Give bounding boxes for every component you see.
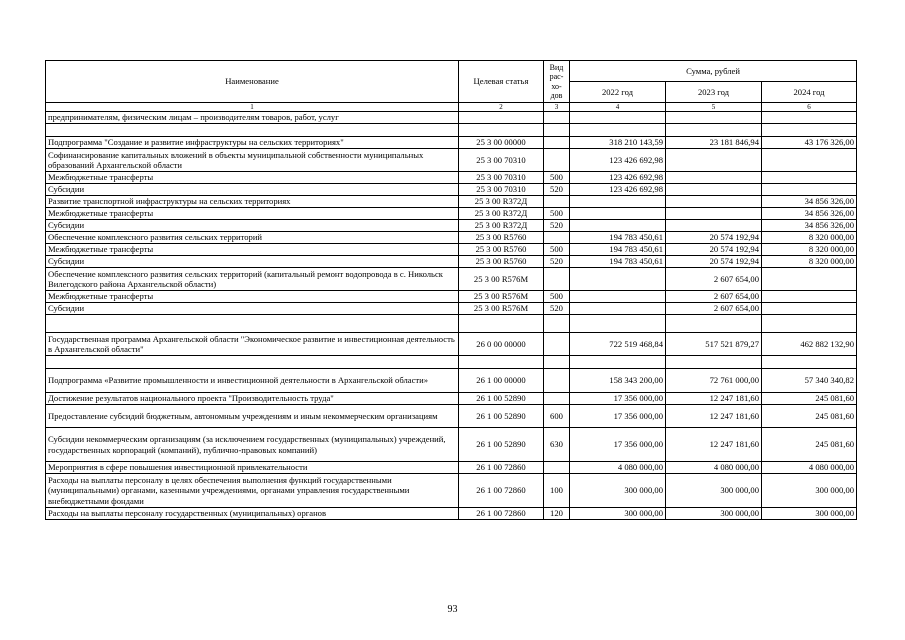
cell-amount-2024: 8 320 000,00 (762, 244, 857, 256)
cell-target-article: 25 3 00 R5760 (459, 244, 544, 256)
cell-name: Межбюджетные трансферты (46, 244, 459, 256)
cell-amount-2022: 194 783 450,61 (570, 256, 666, 268)
cell-target-article: 25 3 00 R576М (459, 291, 544, 303)
cell-name: Расходы на выплаты персоналу в целях обеспечения выполнения функций государственными (муниципальными) органами, казенными учреждениями, органами управления государственными внебюджетными фондами (46, 474, 459, 508)
cell-amount-2023: 20 574 192,94 (666, 244, 762, 256)
cell-target-article: 25 3 00 R576М (459, 303, 544, 315)
cell-target-article: 25 3 00 R372Д (459, 220, 544, 232)
cell-amount-2023: 300 000,00 (666, 474, 762, 508)
column-number: 4 (570, 103, 666, 112)
cell-expense-type (544, 137, 570, 149)
cell-name: Субсидии (46, 220, 459, 232)
cell-amount-2023 (666, 315, 762, 333)
cell-amount-2024: 8 320 000,00 (762, 232, 857, 244)
table-row (46, 428, 857, 462)
cell-expense-type: 100 (544, 474, 570, 508)
table-row (46, 291, 857, 303)
table-row (46, 268, 857, 291)
header-sum: Сумма, рублей (570, 61, 857, 82)
cell-amount-2023 (666, 184, 762, 196)
cell-amount-2024 (762, 291, 857, 303)
cell-expense-type (544, 149, 570, 172)
cell-amount-2023: 12 247 181,60 (666, 428, 762, 462)
table-row (46, 462, 857, 474)
cell-name (46, 124, 459, 137)
cell-expense-type (544, 356, 570, 369)
cell-amount-2024: 245 081,60 (762, 405, 857, 428)
cell-amount-2022 (570, 196, 666, 208)
table-row (46, 232, 857, 244)
cell-name: Субсидии некоммерческим организациям (за исключением государственных (муниципальных) учреждений, государственных корпораций (компаний), публично-правовых компаний) (46, 428, 459, 462)
cell-target-article: 26 0 00 00000 (459, 333, 544, 356)
table-row (46, 474, 857, 508)
table-row (46, 208, 857, 220)
table-row (46, 149, 857, 172)
cell-expense-type (544, 393, 570, 405)
cell-amount-2022: 722 519 468,84 (570, 333, 666, 356)
cell-name: Софинансирование капитальных вложений в объекты муниципальной собственности муниципальных образований Архангельской области (46, 149, 459, 172)
column-numbers-row (46, 103, 857, 112)
cell-name: Подпрограмма "Создание и развитие инфраструктуры на сельских территориях" (46, 137, 459, 149)
table-row (46, 244, 857, 256)
cell-amount-2023: 517 521 879,27 (666, 333, 762, 356)
cell-expense-type: 500 (544, 172, 570, 184)
cell-amount-2022 (570, 124, 666, 137)
spacer-row (46, 356, 857, 369)
header-year-2022: 2022 год (570, 82, 666, 103)
cell-amount-2022 (570, 208, 666, 220)
cell-amount-2023: 300 000,00 (666, 508, 762, 520)
cell-amount-2023 (666, 208, 762, 220)
table-row (46, 256, 857, 268)
table-row (46, 303, 857, 315)
cell-target-article: 26 1 00 72860 (459, 474, 544, 508)
cell-amount-2023: 72 761 000,00 (666, 369, 762, 393)
header-year-2024: 2024 год (762, 82, 857, 103)
cell-expense-type (544, 268, 570, 291)
table-row (46, 196, 857, 208)
cell-amount-2024: 34 856 326,00 (762, 220, 857, 232)
column-number: 3 (544, 103, 570, 112)
cell-name: Развитие транспортной инфраструктуры на сельских территориях (46, 196, 459, 208)
cell-name: Межбюджетные трансферты (46, 172, 459, 184)
cell-name: Субсидии (46, 256, 459, 268)
table-row (46, 405, 857, 428)
cell-amount-2022 (570, 220, 666, 232)
cell-name: Достижение результатов национального проекта "Производительность труда" (46, 393, 459, 405)
cell-target-article: 25 3 00 R372Д (459, 208, 544, 220)
cell-amount-2022 (570, 112, 666, 124)
cell-name: Предоставление субсидий бюджетным, автономным учреждениям и иным некоммерческим организациям (46, 405, 459, 428)
table-row (46, 137, 857, 149)
table-row (46, 508, 857, 520)
cell-amount-2024: 300 000,00 (762, 508, 857, 520)
cell-amount-2024 (762, 184, 857, 196)
table-row (46, 369, 857, 393)
table-body (46, 112, 857, 520)
cell-amount-2022: 123 426 692,98 (570, 172, 666, 184)
cell-amount-2024: 4 080 000,00 (762, 462, 857, 474)
cell-amount-2024: 34 856 326,00 (762, 196, 857, 208)
cell-amount-2023: 2 607 654,00 (666, 303, 762, 315)
cell-amount-2022: 4 080 000,00 (570, 462, 666, 474)
cell-target-article: 26 1 00 00000 (459, 369, 544, 393)
cell-target-article: 25 3 00 R5760 (459, 232, 544, 244)
cell-name (46, 315, 459, 333)
cell-amount-2024: 245 081,60 (762, 428, 857, 462)
cell-amount-2023 (666, 356, 762, 369)
header-year-2023: 2023 год (666, 82, 762, 103)
cell-amount-2024: 462 882 132,90 (762, 333, 857, 356)
cell-target-article: 25 3 00 70310 (459, 172, 544, 184)
cell-amount-2024: 43 176 326,00 (762, 137, 857, 149)
cell-amount-2022 (570, 303, 666, 315)
cell-amount-2024 (762, 356, 857, 369)
cell-amount-2023: 2 607 654,00 (666, 268, 762, 291)
cell-expense-type: 500 (544, 208, 570, 220)
cell-target-article: 26 1 00 72860 (459, 508, 544, 520)
cell-target-article: 25 3 00 R5760 (459, 256, 544, 268)
cell-target-article: 26 1 00 52890 (459, 428, 544, 462)
cell-amount-2022 (570, 315, 666, 333)
cell-name: Субсидии (46, 184, 459, 196)
cell-expense-type (544, 232, 570, 244)
table-row (46, 172, 857, 184)
cell-amount-2022: 17 356 000,00 (570, 428, 666, 462)
cell-expense-type: 520 (544, 184, 570, 196)
cell-amount-2024 (762, 303, 857, 315)
cell-amount-2023 (666, 196, 762, 208)
cell-amount-2024: 300 000,00 (762, 474, 857, 508)
cell-expense-type (544, 462, 570, 474)
cell-amount-2024: 8 320 000,00 (762, 256, 857, 268)
cell-name: Государственная программа Архангельской области "Экономическое развитие и инвестиционная деятельность в Архангельской области" (46, 333, 459, 356)
cell-amount-2024 (762, 124, 857, 137)
cell-target-article: 26 1 00 72860 (459, 462, 544, 474)
cell-amount-2022: 158 343 200,00 (570, 369, 666, 393)
cell-amount-2022: 123 426 692,98 (570, 149, 666, 172)
cell-amount-2024: 57 340 340,82 (762, 369, 857, 393)
cell-name: Субсидии (46, 303, 459, 315)
cell-amount-2022 (570, 356, 666, 369)
cell-amount-2023 (666, 172, 762, 184)
cell-expense-type: 520 (544, 256, 570, 268)
cell-target-article: 25 3 00 00000 (459, 137, 544, 149)
column-number: 6 (762, 103, 857, 112)
table-row (46, 220, 857, 232)
cell-target-article (459, 315, 544, 333)
cell-amount-2024 (762, 112, 857, 124)
cell-expense-type (544, 124, 570, 137)
cell-name: предпринимателям, физическим лицам – производителям товаров, работ, услуг (46, 112, 459, 124)
cell-amount-2022 (570, 291, 666, 303)
table-row (46, 184, 857, 196)
cell-amount-2023: 12 247 181,60 (666, 405, 762, 428)
cell-expense-type: 630 (544, 428, 570, 462)
cell-amount-2023: 2 607 654,00 (666, 291, 762, 303)
column-number: 5 (666, 103, 762, 112)
cell-amount-2022: 300 000,00 (570, 508, 666, 520)
cell-amount-2023 (666, 149, 762, 172)
header-name: Наименование (46, 61, 459, 103)
cell-amount-2023: 4 080 000,00 (666, 462, 762, 474)
cell-name: Межбюджетные трансферты (46, 291, 459, 303)
cell-expense-type (544, 112, 570, 124)
table-row (46, 112, 857, 124)
cell-amount-2023 (666, 124, 762, 137)
cell-amount-2023: 12 247 181,60 (666, 393, 762, 405)
cell-name: Расходы на выплаты персоналу государственных (муниципальных) органов (46, 508, 459, 520)
cell-expense-type (544, 333, 570, 356)
cell-amount-2022: 318 210 143,59 (570, 137, 666, 149)
cell-target-article: 25 3 00 R372Д (459, 196, 544, 208)
cell-name: Обеспечение комплексного развития сельских территорий (капитальный ремонт водопровода в с. Никольск Вилегодского района Архангельской области) (46, 268, 459, 291)
cell-name: Обеспечение комплексного развития сельских территорий (46, 232, 459, 244)
cell-target-article: 26 1 00 52890 (459, 393, 544, 405)
cell-amount-2022: 194 783 450,61 (570, 232, 666, 244)
cell-amount-2024 (762, 315, 857, 333)
header-expense-type: Вид рас-хо-дов (544, 61, 570, 103)
cell-expense-type (544, 369, 570, 393)
column-number: 1 (46, 103, 459, 112)
cell-amount-2022: 17 356 000,00 (570, 405, 666, 428)
cell-amount-2022: 194 783 450,61 (570, 244, 666, 256)
page-number: 93 (447, 604, 458, 615)
cell-amount-2024 (762, 172, 857, 184)
cell-target-article (459, 112, 544, 124)
column-number: 2 (459, 103, 544, 112)
table-row (46, 393, 857, 405)
spacer-row (46, 315, 857, 333)
cell-target-article: 25 3 00 70310 (459, 149, 544, 172)
cell-expense-type: 120 (544, 508, 570, 520)
cell-target-article (459, 124, 544, 137)
cell-amount-2023: 23 181 846,94 (666, 137, 762, 149)
cell-amount-2022 (570, 268, 666, 291)
cell-name: Подпрограмма «Развитие промышленности и инвестиционной деятельности в Архангельской области» (46, 369, 459, 393)
cell-expense-type: 520 (544, 303, 570, 315)
cell-amount-2022: 17 356 000,00 (570, 393, 666, 405)
cell-expense-type: 600 (544, 405, 570, 428)
cell-amount-2022: 300 000,00 (570, 474, 666, 508)
header-target-article: Целевая статья (459, 61, 544, 103)
cell-expense-type: 500 (544, 244, 570, 256)
cell-amount-2023: 20 574 192,94 (666, 232, 762, 244)
cell-expense-type (544, 315, 570, 333)
cell-target-article: 25 3 00 70310 (459, 184, 544, 196)
cell-target-article: 25 3 00 R576М (459, 268, 544, 291)
cell-amount-2024: 34 856 326,00 (762, 208, 857, 220)
cell-amount-2023 (666, 112, 762, 124)
table-row (46, 333, 857, 356)
cell-name: Мероприятия в сфере повышения инвестиционной привлекательности (46, 462, 459, 474)
cell-target-article: 26 1 00 52890 (459, 405, 544, 428)
cell-amount-2023 (666, 220, 762, 232)
cell-amount-2022: 123 426 692,98 (570, 184, 666, 196)
cell-expense-type (544, 196, 570, 208)
cell-amount-2023: 20 574 192,94 (666, 256, 762, 268)
cell-expense-type: 520 (544, 220, 570, 232)
cell-amount-2024 (762, 149, 857, 172)
cell-target-article (459, 356, 544, 369)
cell-expense-type: 500 (544, 291, 570, 303)
budget-table (45, 60, 857, 520)
cell-amount-2024: 245 081,60 (762, 393, 857, 405)
cell-name (46, 356, 459, 369)
cell-amount-2024 (762, 268, 857, 291)
cell-name: Межбюджетные трансферты (46, 208, 459, 220)
spacer-row (46, 124, 857, 137)
